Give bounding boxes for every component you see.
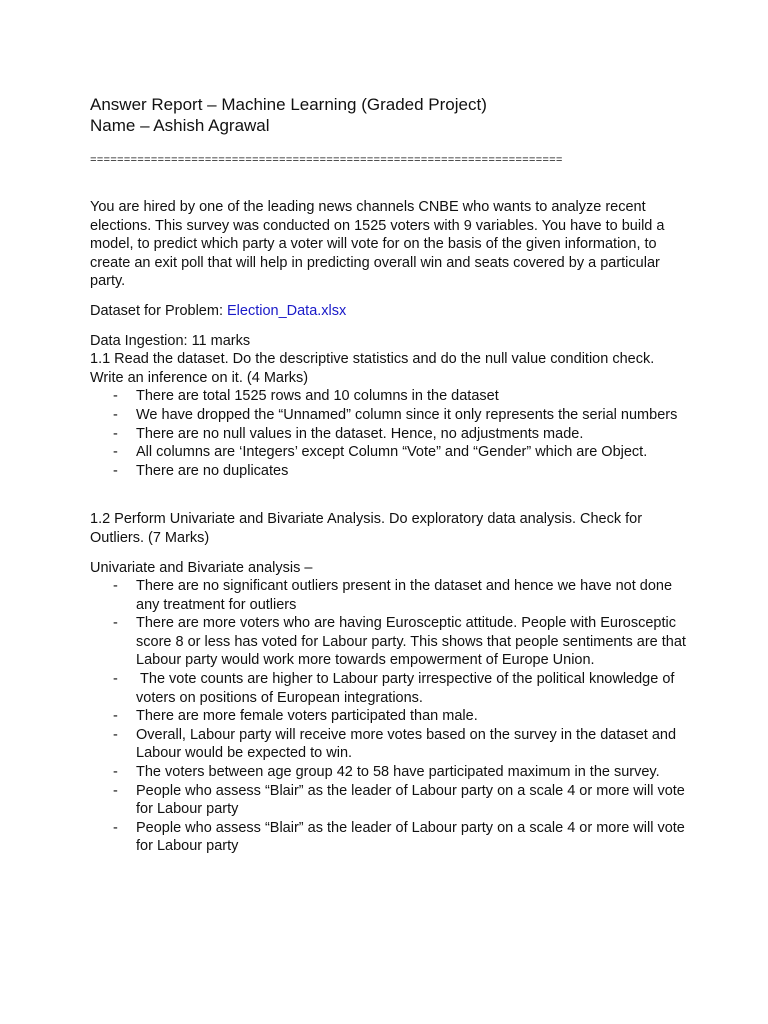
author-name: Name – Ashish Agrawal <box>90 116 270 135</box>
section2-bullet-list <box>90 577 690 856</box>
section2-subheading: Univariate and Bivariate analysis – <box>90 559 313 576</box>
list-item <box>90 707 690 726</box>
list-item <box>90 670 690 707</box>
list-item <box>90 406 690 425</box>
bullet-dash: - <box>113 615 118 632</box>
list-item <box>90 763 690 782</box>
list-item <box>90 443 690 462</box>
section1-heading: Data Ingestion: 11 marks <box>90 332 251 349</box>
list-item <box>90 387 690 406</box>
bullet-dash: - <box>113 726 118 743</box>
problem-statement: You are hired by one of the leading news channels CNBE who wants to analyze recent elections. This survey was conducted on 1525 voters with 9 variables. You have to build a model, to predict which party a voter will vote for on the basis of the given information, to create an exit poll that will help in predicting overall win and seats covered by a particular party. <box>90 199 665 290</box>
list-item-text: There are no significant outliers present in the dataset and hence we have not done any treatment for outliers <box>136 578 673 613</box>
list-item <box>90 782 690 819</box>
bullet-dash: - <box>113 444 118 461</box>
bullet-dash: - <box>113 578 118 595</box>
list-item-text: There are no null values in the dataset. Hence, no adjustments made. <box>136 425 584 442</box>
dataset-label: Dataset for Problem: <box>90 302 227 319</box>
section1-question: 1.1 Read the dataset. Do the descriptive statistics and do the null value condition check. Write an inference on it. (4 Marks) <box>90 351 655 386</box>
list-item-text: There are total 1525 rows and 10 columns in the dataset <box>136 388 499 405</box>
list-item-text: The voters between age group 42 to 58 have participated maximum in the survey. <box>136 764 660 781</box>
separator-line: ====================================================================== <box>90 155 563 167</box>
bullet-dash: - <box>113 764 118 781</box>
list-item-text: There are more voters who are having Eurosceptic attitude. People with Eurosceptic score 8 or less has voted for Labour party. This shows that people sentiments are that Labour party would work more towards empowerment of Europe Union. <box>136 615 686 669</box>
list-item <box>90 425 690 444</box>
report-title: Answer Report – Machine Learning (Graded Project) <box>90 95 487 114</box>
list-item-text: There are no duplicates <box>136 462 289 479</box>
bullet-dash: - <box>113 406 118 423</box>
list-item-text: All columns are ‘Integers’ except Column “Vote” and “Gender” which are Object. <box>136 444 648 461</box>
dataset-line <box>90 302 690 321</box>
list-item <box>90 819 690 856</box>
dataset-link[interactable]: Election_Data.xlsx <box>227 302 347 319</box>
bullet-dash: - <box>113 671 118 688</box>
list-item-text: People who assess “Blair” as the leader of Labour party on a scale 4 or more will vote for Labour party <box>136 819 685 855</box>
list-item-text: Overall, Labour party will receive more votes based on the survey in the dataset and Labour would be expected to win. <box>136 726 677 762</box>
list-item <box>90 726 690 763</box>
document-page <box>90 94 690 856</box>
bullet-dash: - <box>113 462 118 479</box>
list-item-text: People who assess “Blair” as the leader of Labour party on a scale 4 or more will vote for Labour party <box>136 782 685 818</box>
section2-question: 1.2 Perform Univariate and Bivariate Analysis. Do exploratory data analysis. Check for Outliers. (7 Marks) <box>90 511 643 546</box>
list-item <box>90 577 690 614</box>
bullet-dash: - <box>113 708 118 725</box>
section1-bullet-list <box>90 387 690 480</box>
list-item-text: We have dropped the “Unnamed” column since it only represents the serial numbers <box>136 406 678 423</box>
list-item <box>90 462 690 481</box>
bullet-dash: - <box>113 782 118 799</box>
list-item <box>90 614 690 670</box>
list-item-text: There are more female voters participated than male. <box>136 708 478 725</box>
list-item-text: The vote counts are higher to Labour party irrespective of the political knowledge of voters on positions of European integrations. <box>136 671 679 706</box>
bullet-dash: - <box>113 425 118 442</box>
bullet-dash: - <box>113 819 118 836</box>
bullet-dash: - <box>113 388 118 405</box>
